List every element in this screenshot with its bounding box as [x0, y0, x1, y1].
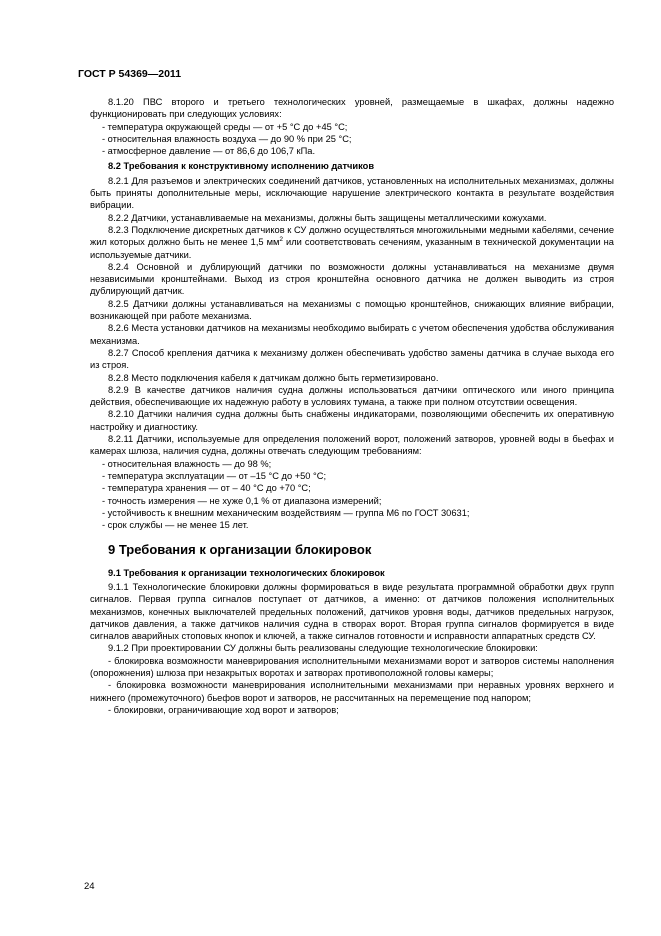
paragraph-9-1-2: 9.1.2 При проектировании СУ должны быть реализованы следующие технологические блокировки: — [108, 643, 538, 654]
document-header: ГОСТ Р 54369—2011 — [78, 68, 182, 80]
list-item: - атмосферное давление — от 86,6 до 106,7 кПа. — [102, 146, 316, 157]
paragraph-8-1-20: 8.1.20 ПВС второго и третьего технологических уровней, размещаемые в шкафах, должны надежно функционировать при следующих условиях: — [90, 97, 614, 120]
list-item: - блокировка возможности маневрирования исполнительными механизмами при неравных уровнях верхнего и нижнего (промежуточного) бьефов ворот и затворов, не рассчитанных на перемещение под напором; — [90, 680, 614, 703]
paragraph-8-2-1: 8.2.1 Для разъемов и электрических соединений датчиков, установленных на исполнительных механизмах, должны быть приняты дополнительные меры, исключающие нарушение электрического контакта в результате воздействия вибрации. — [90, 175, 614, 211]
list-item: - температура эксплуатации — от –15 °С до +50 °С; — [102, 470, 327, 481]
paragraph-8-2-3-part-a: 8.2.3 Подключение дискретных датчиков к СУ должно осуществляться многожильными медными кабелями, сечение жил которых должно быть не менее 1,5 мм — [90, 224, 614, 248]
list-item: - срок службы — не менее 15 лет. — [102, 520, 249, 531]
paragraph-8-2-10: 8.2.10 Датчики наличия судна должны быть снабжены индикаторами, позволяющими обеспечить их оперативную настройку и диагностику. — [90, 409, 614, 432]
paragraph-8-2-9: 8.2.9 В качестве датчиков наличия судна должны использоваться датчики оптического или иного принципа действия, обеспечивающие их надежную работу в условиях тумана, а также при полном отсутствии освещения. — [90, 384, 614, 408]
paragraph-8-2-3 — [90, 224, 614, 261]
list-item: - температура окружающей среды — от +5 °С до +45 °С; — [102, 121, 348, 132]
subheading-8-2: 8.2 Требования к конструктивному исполнению датчиков — [108, 161, 375, 172]
subheading-9-1: 9.1 Требования к организации технологических блокировок — [108, 567, 385, 578]
paragraph-8-2-4: 8.2.4 Основной и дублирующий датчики по возможности должны устанавливаться на механизме двумя независимыми кронштейнами. Выход из строя кронштейна основного датчика не должен выводить из строя дублирующий датчик. — [90, 261, 614, 297]
page-body — [90, 96, 614, 716]
list-item: - температура хранения — от – 40 °С до +70 °С; — [102, 483, 311, 494]
superscript: 2 — [279, 236, 284, 244]
paragraph-8-2-2: 8.2.2 Датчики, устанавливаемые на механизмы, должны быть защищены металлическими кожухами. — [108, 212, 547, 223]
list-item: - блокировка возможности маневрирования исполнительными механизмами ворот и затворов системы наполнения (опорожнения) шлюза при незакрытых воротах и затворах противоположной головы камеры; — [90, 655, 614, 679]
paragraph-8-2-8: 8.2.8 Место подключения кабеля к датчикам должно быть герметизировано. — [108, 372, 439, 383]
paragraph-8-2-7: 8.2.7 Способ крепления датчика к механизму должен обеспечивать удобство замены датчика в случае выхода его из строя. — [90, 347, 614, 371]
paragraph-9-1-1: 9.1.1 Технологические блокировки должны формироваться в виде результата программной обработки двух групп сигналов. Первая группа сигналов поступает от датчиков, а именно: от датчиков положения исполнительных механизмов, конечных выключателей предельных положений, датчиков уровня воды, датчиков предельных нагрузок, датчиков давления, а также датчиков наличия судна в створах ворот. Вторая группа сигналов формируется в виде сигналов аварийных стоповых кнопок и ключей, а также сигналов готовности и исправности аппаратных средств СУ. — [90, 581, 614, 642]
page-number: 24 — [84, 881, 95, 892]
list-item: - блокировки, ограничивающие ход ворот и затворов; — [108, 704, 339, 715]
paragraph-8-2-11: 8.2.11 Датчики, используемые для определения положений ворот, положений затворов, уровней воды в бьефах и камерах шлюза, наличия судна, должны отвечать следующим требованиям: — [90, 434, 614, 457]
list-item: - относительная влажность воздуха — до 90 % при 25 °С; — [102, 133, 352, 144]
paragraph-8-2-6: 8.2.6 Места установки датчиков на механизмы необходимо выбирать с учетом обеспечения удобства обслуживания механизма. — [90, 323, 614, 346]
paragraph-8-2-5: 8.2.5 Датчики должны устанавливаться на механизмы с помощью кронштейнов, снижающих влияние вибрации, возникающей при работе механизма. — [90, 298, 614, 322]
list-item: - устойчивость к внешним механическим воздействиям — группа М6 по ГОСТ 30631; — [102, 507, 470, 518]
list-item: - точность измерения — не хуже 0,1 % от диапазона измерений; — [102, 495, 382, 506]
paragraph-8-2-3-part-b: или соответствовать сечениям, указанным в технической документации на используемые датчики. — [90, 237, 614, 260]
section-9-heading: 9 Требования к организации блокировок — [108, 542, 372, 558]
list-item: - относительная влажность — до 98 %; — [102, 458, 272, 469]
